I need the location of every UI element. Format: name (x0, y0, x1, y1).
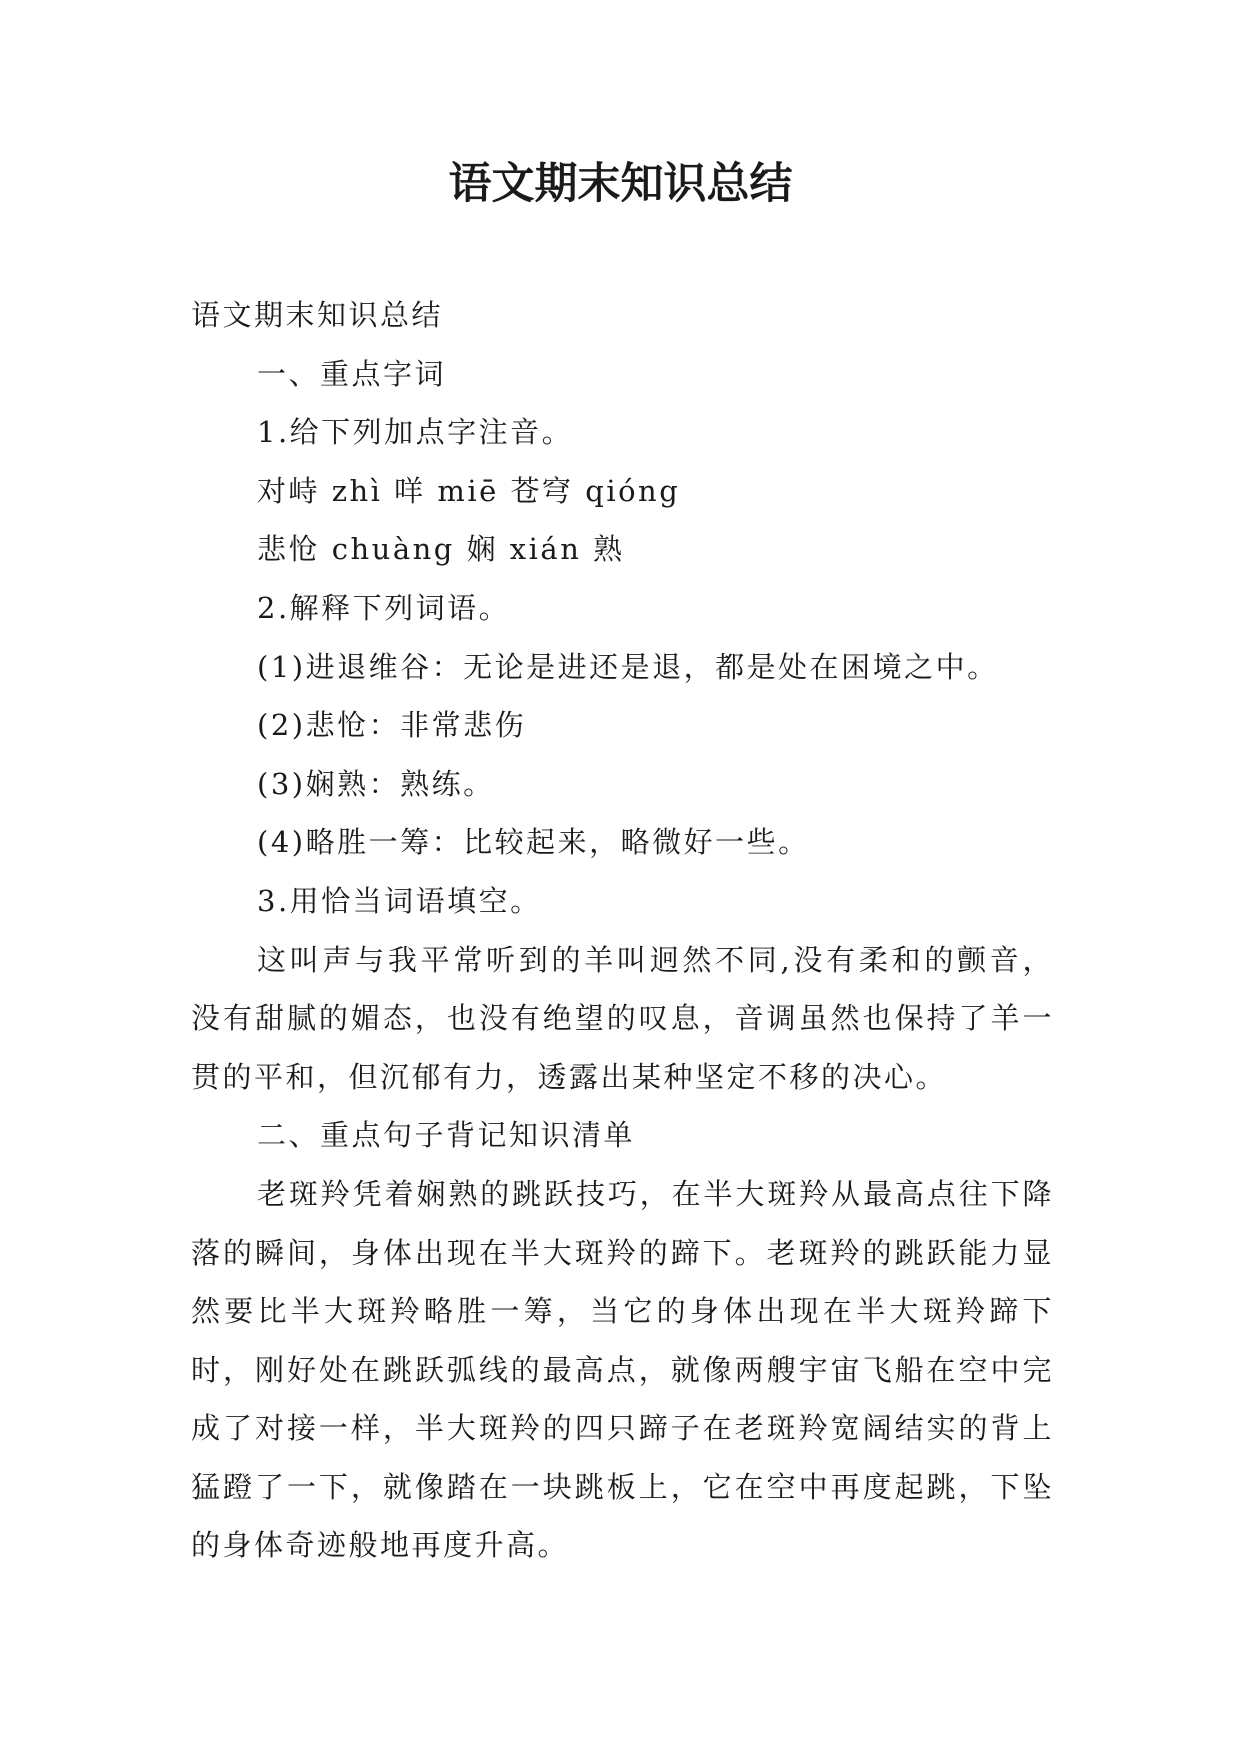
section-2-heading: 二、重点句子背记知识清单 (257, 1118, 636, 1153)
paragraph-key-sentences: 老斑羚凭着娴熟的跳跃技巧，在半大斑羚从最高点往下降落的瞬间，身体出现在半大斑羚的蹄下。老斑羚的跳跃能力显然要比半大斑羚略胜一筹，当它的身体出现在半大斑羚蹄下时，刚好处在跳跃弧线的最高点，就像两艘宇宙飞船在空中完成了对接一样，半大斑羚的四只蹄子在老斑羚宽阔结实的背上猛蹬了一下，就像踏在一块跳板上，它在空中再度起跳，下坠的身体奇迹般地再度升高。 (191, 1176, 1054, 1563)
definition-2: (2)悲怆：非常悲伤 (257, 708, 527, 743)
definition-4: (4)略胜一筹：比较起来，略微好一些。 (257, 825, 810, 860)
definition-3: (3)娴熟：熟练。 (257, 766, 495, 801)
pinyin-line-1: 对峙 zhì 咩 miē 苍穹 qióng (257, 473, 681, 508)
document-body (191, 286, 1054, 1575)
question-2: 2.解释下列词语。 (257, 590, 511, 625)
body-heading: 语文期末知识总结 (191, 298, 444, 332)
document-title: 语文期末知识总结 (448, 159, 793, 209)
section-1-heading: 一、重点字词 (257, 356, 447, 391)
question-1: 1.给下列加点字注音。 (257, 415, 574, 450)
question-3: 3.用恰当词语填空。 (257, 883, 542, 918)
definition-1: (1)进退维谷：无论是进还是退，都是处在困境之中。 (257, 649, 999, 684)
paragraph-fill-in: 这叫声与我平常听到的羊叫迥然不同,没有柔和的颤音，没有甜腻的媚态，也没有绝望的叹息，音调虽然也保持了羊一贯的平和，但沉郁有力，透露出某种坚定不移的决心。 (191, 942, 1054, 1094)
pinyin-line-2: 悲怆 chuàng 娴 xián 熟 (257, 532, 625, 567)
